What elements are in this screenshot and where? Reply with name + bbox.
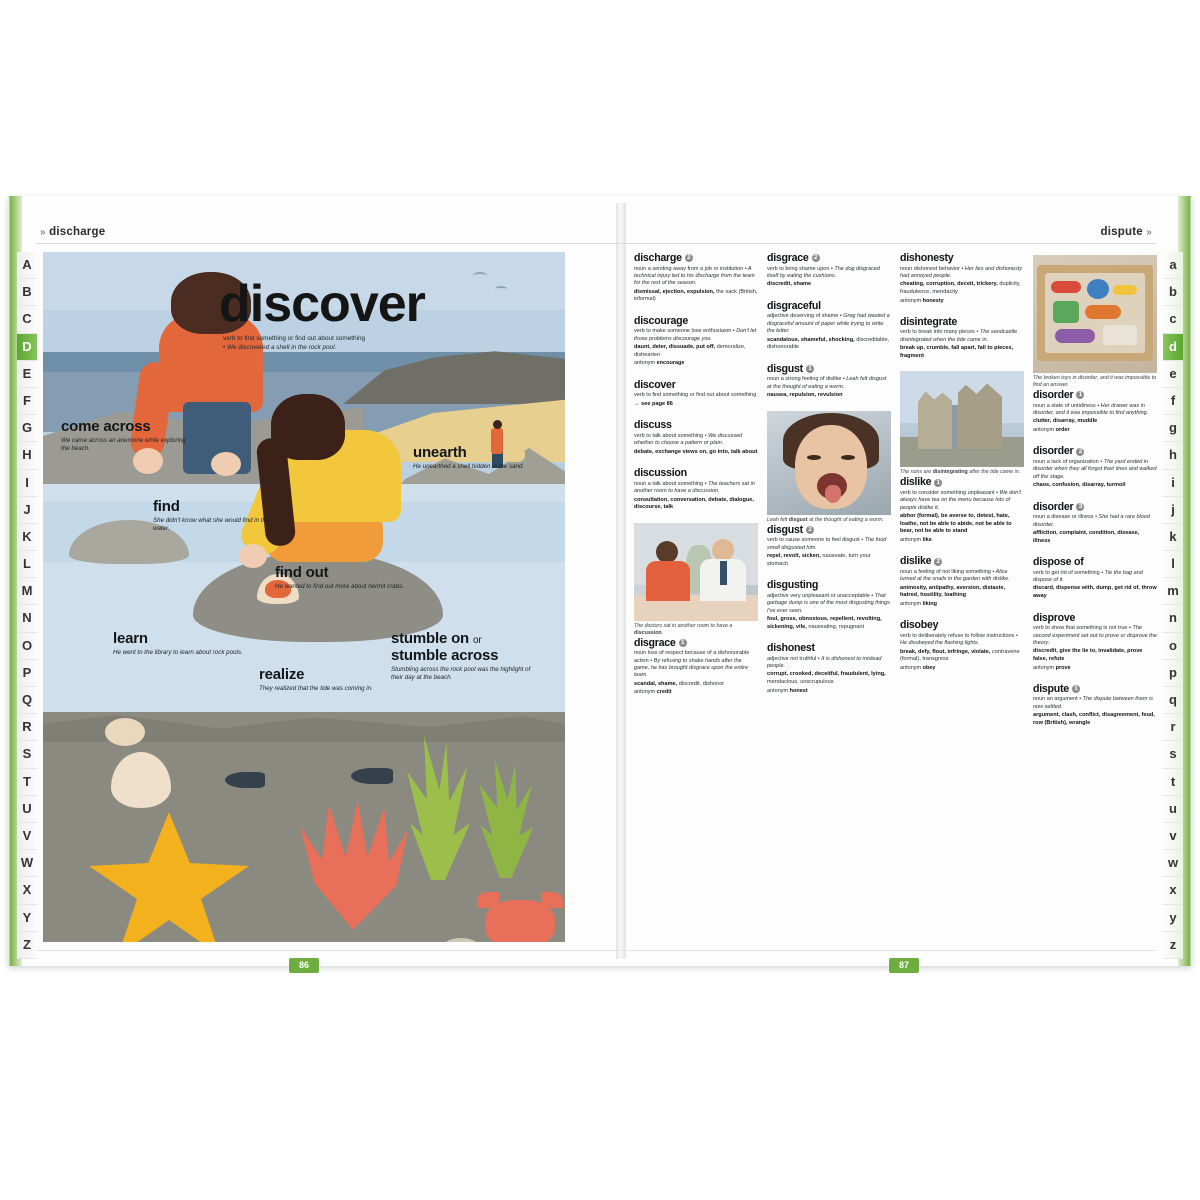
entry-definition: verb to get rid of something • Tie the bag and dispose of it. [1033,569,1143,584]
entry-sense-number: 2 [1076,448,1084,456]
illustration-label [153,498,283,534]
entry-synonyms: nausea, repulsion, revulsion [767,392,843,399]
entry-antonym-word: honest [789,687,808,694]
illustration-label-description: He went to the library to learn about rock pools. [113,649,243,656]
photo-caption: The broken toys in disorder, and it was impossible to find an answer. [1033,375,1157,388]
alphabet-index-left[interactable] [17,252,37,959]
index-tab-v[interactable]: v [1163,823,1183,850]
photo-caption-keyword: disgust [788,516,808,523]
entry-synonyms: daunt, deter, dissuade, put off, demoralize, dishearten [634,344,746,358]
entry-definition: verb to break into many pieces • The sandcastle disintegrated when the tide came in. [900,329,1018,343]
entry-headword: discussion [634,467,687,480]
entry-sense-number: 1 [1076,391,1084,399]
entry-antonym-word: like [922,536,932,543]
thesaurus-entry [634,467,758,512]
illustration-label-description: We came across an anemone while exploring the beach. [61,437,186,453]
entry-synonyms-secondary: demoralize, dishearten [634,344,746,358]
index-tab-e[interactable]: e [1163,361,1183,388]
entry-definition: verb to cause someone to feel disgust • The food smell disgusted him. [767,537,887,551]
entry-part-of-speech: verb [634,328,647,335]
entry-synonyms-secondary: the sack (British, informal) [634,288,758,303]
entry-antonym: antonym order [1033,426,1070,433]
index-tab-C[interactable]: C [17,306,37,333]
entry-part-of-speech: noun [1033,402,1047,409]
entry-sense-number: 1 [679,639,687,647]
entry-headword: disgust 2 [767,524,891,536]
photo-caption-keyword: discussion [634,629,662,636]
child-two-hair [271,394,345,460]
photo-caption-keyword: disintegrating [932,469,968,476]
illustration-label-conjunction: or [472,635,482,646]
thesaurus-entry [634,379,758,409]
fish [225,772,265,788]
entry-example: • The dog disgraced itself by eating the cushions. [767,265,880,279]
discover-illustration [43,252,565,942]
index-tab-H[interactable]: H [17,442,37,469]
entry-antonym: antonym credit [634,689,672,696]
illustration-example: We discovered a shell in the rock pool. [227,344,337,351]
illustration-label-word: learn [113,630,148,647]
entry-part-of-speech: verb [900,489,913,496]
entry-sense-number: 3 [1076,503,1084,511]
illustration-label [113,630,243,657]
entry-part-of-speech: noun [1033,458,1047,465]
entry-synonyms: scandalous, shameful, shocking, discreditable, dishonorable [767,336,890,351]
entry-part-of-speech: verb [900,329,913,336]
entry-headword: dislike 1 [900,476,1024,488]
entry-headword: discourage [634,314,689,327]
entry-headword: disgraceful [767,299,821,312]
entry-synonyms: foul, gross, obnoxious, repellent, revolting, sickening, vile, nauseating, repugnant [767,615,882,630]
entry-part-of-speech: noun [634,650,648,657]
thesaurus-entry [1033,501,1157,546]
entry-definition: verb to deliberately refuse to follow instructions • He disobeyed the flashing lights. [900,632,1018,647]
entry-part-of-speech: noun [1033,696,1047,703]
entry-synonyms-secondary: duplicity, fraudulence, mendacity [900,281,1021,295]
illustration-label [391,630,537,683]
index-tab-A[interactable]: A [17,252,37,279]
thesaurus-entry [634,315,758,368]
chevron-left-icon: » [40,227,46,238]
illustration-label-description: He unearthed a shell hidden in the sand. [413,463,525,470]
entry-definition: noun a talk about something • The teachers sat in another room to have a discussion. [634,480,755,495]
illustration-label [275,564,405,591]
index-tab-j[interactable]: j [1163,497,1183,524]
entry-example: • We discussed whether to choose a pattern or plain. [634,432,743,447]
thesaurus-column [634,252,758,944]
entry-antonym-word: order [1055,426,1070,433]
illustration-label-description: She didn't know what she would find in the water. [153,517,270,533]
index-tab-N[interactable]: N [17,605,37,632]
entry-definition: adjective very unpleasant or unacceptable • That garbage dump is one of the most disgusting things I've ever seen. [767,592,890,614]
index-tab-u[interactable]: u [1163,796,1183,823]
index-tab-r[interactable]: r [1163,714,1183,741]
photo-caption: Leah felt disgust at the thought of eating a worm. [767,516,884,523]
index-tab-T[interactable]: T [17,769,37,796]
index-tab-P[interactable]: P [17,660,37,687]
footer-divider [36,950,1156,951]
entry-synonyms: abhor (formal), be averse to, detest, hate, loathe, not be able to abide, not be able to bear, not be able to stand [900,513,1012,535]
entry-synonyms: consultation, conversation, debate, dialogue, discourse, talk [634,496,754,511]
entry-headword: dishonesty [900,252,954,264]
illustration-label [61,418,191,454]
index-tab-b[interactable]: b [1163,279,1183,306]
illustration-title: discover [219,275,425,333]
index-tab-t[interactable]: t [1163,769,1183,796]
bullet-icon: • [223,344,228,351]
index-tab-w[interactable]: w [1163,850,1183,877]
entry-part-of-speech: verb [767,265,780,272]
index-tab-a[interactable]: a [1163,252,1183,279]
entry-example: • Greg had wasted a disgraceful amount of paper while trying to write the letter. [767,313,890,335]
entry-example: • The dispute between them is now settled. [1033,696,1153,710]
entry-antonym: antonym prove [1033,664,1071,671]
entry-photo-ruined-stone-wall [900,371,1024,476]
entry-example: • He disobeyed the flashing lights. [900,632,1018,647]
illustration-definition [223,334,433,352]
entry-headword: disprove [1033,611,1076,624]
entry-headword: disgust 1 [767,363,891,375]
entry-antonym-word: prove [1055,664,1071,671]
index-tab-G[interactable]: G [17,415,37,442]
entry-definition: noun a state of untidiness • Her drawer was in disorder, and it was impossible to find anything. [1033,402,1149,416]
thesaurus-entry [1033,612,1157,672]
thesaurus-entry [900,316,1024,361]
entry-headword: disgrace 1 [634,637,758,649]
bird-icon [495,286,507,292]
illustration-label-description: They realized that the tide was coming in. [259,685,373,692]
entry-synonyms: affliction, complaint, condition, disease, illness [1033,529,1140,544]
thesaurus-entry [634,637,758,697]
thesaurus-entry [1033,556,1157,601]
entry-antonym: antonym honest [767,687,808,694]
entry-synonyms: animosity, antipathy, aversion, distaste, hatred, hostility, loathing [900,584,1006,599]
entry-example: • She had a rare blood disorder. [1033,514,1150,528]
index-tab-M[interactable]: M [17,578,37,605]
entry-antonym: antonym encourage [634,360,685,367]
index-tab-g[interactable]: g [1163,415,1183,442]
index-tab-o[interactable]: o [1163,633,1183,660]
thesaurus-entry [634,252,758,304]
entry-photo-toy-box-in-disorder [1033,255,1157,389]
index-tab-X[interactable]: X [17,877,37,904]
illustration-definition-text: verb to find something or find out about something [223,335,366,342]
index-tab-y[interactable]: y [1163,905,1183,932]
index-tab-x[interactable]: x [1163,877,1183,904]
entry-antonym-word: obey [922,664,936,671]
index-tab-V[interactable]: V [17,823,37,850]
running-head-left [40,226,105,238]
entry-synonyms: break, defy, flout, infringe, violate, contravene (formal), transgress [900,648,1020,663]
entry-part-of-speech: verb [634,392,647,399]
entry-part-of-speech: noun [1033,514,1047,521]
entry-example: • That garbage dump is one of the most disgusting things I've ever seen. [767,592,890,614]
thesaurus-entry [634,419,758,456]
entry-synonyms: discredit, give the lie to, invalidate, prove false, refute [1033,648,1143,662]
photo-caption: The doctors sat in another room to have a discussion. [634,622,733,636]
entry-headword: disorder 2 [1033,445,1157,457]
thesaurus-column [900,252,1024,944]
entry-antonym-word: liking [922,600,937,607]
entry-antonym: antonym liking [900,600,937,607]
entry-definition: noun a sending away from a job or institution • A technical injury led to his discharge from the team for the rest of the season. [634,265,755,287]
thesaurus-columns [634,252,1158,944]
entry-part-of-speech: verb [1033,569,1046,576]
entry-synonyms-secondary: contravene (formal), transgress [900,648,1020,663]
entry-example: • Tie the bag and dispose of it. [1033,569,1143,584]
entry-headword: discharge 2 [634,252,758,264]
index-tab-p[interactable]: p [1163,660,1183,687]
entry-part-of-speech: verb [900,632,913,639]
index-tab-i[interactable]: i [1163,470,1183,497]
index-tab-F[interactable]: F [17,388,37,415]
entry-example: • Leah felt disgust at the thought of eating a worm. [767,376,887,390]
index-tab-W[interactable]: W [17,850,37,877]
entry-synonyms: scandal, shame, discredit, dishonor [634,680,725,687]
index-tab-k[interactable]: k [1163,524,1183,551]
index-tab-s[interactable]: s [1163,741,1183,768]
entry-photo-girl-pulling-disgusted-face [767,411,891,524]
entry-headword: disgrace 2 [767,252,891,264]
entry-part-of-speech: noun [900,265,914,272]
entry-headword: disorder 1 [1033,389,1157,401]
index-tab-n[interactable]: n [1163,605,1183,632]
entry-example: • The second experiment set out to prove or disprove the theory. [1033,625,1157,646]
illustration-label [259,666,389,693]
entry-example: • The sandcastle disintegrated when the tide came in. [900,329,1018,343]
distant-child-head [493,420,502,429]
entry-definition: noun a strong feeling of dislike • Leah felt disgust at the thought of eating a worm. [767,376,887,390]
entry-headword: dishonest [767,642,815,655]
photo-caption: The ruins are disintegrating after the tide came in. [900,469,1021,476]
thesaurus-entry [1033,389,1157,434]
entry-sense-number: 1 [934,479,942,487]
index-tab-f[interactable]: f [1163,388,1183,415]
illustration-label-word: come across [61,418,151,435]
entry-example: • The food smell disgusted him. [767,537,887,551]
entry-synonyms: discredit, shame [767,281,812,288]
thesaurus-entry [767,363,891,400]
sand-shell [105,718,145,746]
entry-synonyms: argument, clash, conflict, disagreement, feud, row (British), wrangle [1033,712,1155,726]
thesaurus-column [1033,252,1157,944]
entry-headword: disobey [900,619,939,632]
entry-synonyms-secondary: nauseate, turn your stomach [767,553,871,567]
book-gutter [616,203,626,959]
entry-definition: noun loss of respect because of a dishonorable action • By refusing to shake hands after the game, he has brought disgrace upon the entire team. [634,650,750,679]
entry-synonyms-secondary: mendacious, unscrupulous [767,679,834,686]
entry-cross-reference[interactable]: → see page 86 [634,400,673,407]
index-tab-Z[interactable]: Z [17,932,37,959]
index-tab-d[interactable]: d [1163,334,1183,361]
entry-headword: dispose of [1033,556,1084,569]
running-head-right [1101,226,1152,238]
entry-antonym-word: honesty [922,297,944,304]
entry-definition: noun dishonest behavior • Her lies and dishonesty had annoyed people. [900,265,1023,279]
entry-sense-number: 2 [934,558,942,566]
entry-example: • By refusing to shake hands after the game, he has brought disgrace upon the entire team. [634,657,749,679]
illustration-label [413,444,543,471]
thesaurus-entry [900,252,1024,305]
index-tab-m[interactable]: m [1163,578,1183,605]
thesaurus-entry [900,476,1024,544]
entry-sense-number: 1 [806,365,814,373]
entry-sense-number: 2 [812,254,820,262]
index-tab-q[interactable]: q [1163,687,1183,714]
index-tab-J[interactable]: J [17,497,37,524]
child-one-hand-right [211,452,241,476]
entry-synonyms: debate, exchange views on, go into, talk about [634,448,758,455]
entry-part-of-speech: verb [767,537,780,544]
illustration-label-description: He wanted to find out more about hermit crabs. [275,583,404,590]
page-number-right: 87 [889,958,919,973]
index-tab-Y[interactable]: Y [17,905,37,932]
entry-example: • We don't always have tea on the menu because lots of people dislike it. [900,489,1021,511]
index-tab-I[interactable]: I [17,470,37,497]
entry-definition: verb to make someone lose enthusiasm • Don't let those problems discourage you. [634,328,757,342]
thesaurus-entry [1033,445,1157,489]
index-tab-O[interactable]: O [17,633,37,660]
entry-example: • The teachers sat in another room to have a discussion. [634,480,755,495]
entry-example: • Alice turned at the snails in the garden with dislike. [900,568,1010,583]
entry-synonyms: discard, dispense with, dump, get rid of, throw away [1033,585,1157,600]
entry-example: • Don't let those problems discourage you. [634,328,757,342]
thesaurus-entry [1033,683,1157,728]
entry-synonyms-secondary: discredit, dishonor [677,680,725,687]
entry-synonyms: cheating, corruption, deceit, trickery, duplicity, fraudulence, mendacity [900,281,1021,295]
entry-antonym: antonym honesty [900,297,944,304]
entry-antonym: antonym obey [900,664,936,671]
header-divider [36,243,1156,244]
entry-synonyms: dismissal, ejection, expulsion, the sack (British, informal) [634,288,758,303]
index-tab-U[interactable]: U [17,796,37,823]
index-tab-L[interactable]: L [17,551,37,578]
index-tab-K[interactable]: K [17,524,37,551]
entry-example: • It is dishonest to mislead people. [767,655,882,670]
illustration-label-description: Stumbling across the rock pool was the highlight of their day at the beach. [391,666,531,682]
thesaurus-entry [767,642,891,695]
entry-headword: disorder 3 [1033,501,1157,513]
entry-sense-number: 1 [1072,685,1080,693]
illustration-label-word: find out [275,564,329,581]
entry-definition: noun a feeling of not liking something • Alice turned at the snails in the garden with dislike. [900,568,1010,583]
entry-part-of-speech: noun [767,376,781,383]
child-two-hand [239,544,267,568]
entry-synonyms: clutter, disarray, muddle [1033,418,1098,425]
entry-headword: dislike 2 [900,555,1024,567]
entry-part-of-speech: adjective [767,592,791,599]
entry-definition: verb to talk about something • We discussed whether to choose a pattern or plain. [634,432,743,447]
entry-synonyms: corrupt, crooked, deceitful, fraudulent, lying, mendacious, unscrupulous [767,671,886,686]
entry-photo-doctor-consultation [634,523,758,637]
thesaurus-entry [900,619,1024,672]
index-tab-z[interactable]: z [1163,932,1183,959]
entry-part-of-speech: adjective [767,313,791,320]
chevron-right-icon: » [1146,227,1152,238]
index-tab-B[interactable]: B [17,279,37,306]
entry-example: • The yard ended in disorder when they all forgot their lines and walked off the stage. [1033,458,1157,480]
entry-sense-number: 2 [806,526,814,534]
entry-synonyms-secondary: discreditable, dishonorable [767,336,890,351]
entry-definition: adjective not truthful • It is dishonest to mislead people. [767,655,882,670]
fish [351,768,393,784]
illustration-label-word: find [153,498,180,515]
entry-definition: adjective deserving of shame • Greg had wasted a disgraceful amount of paper while trying to write the letter. [767,313,890,335]
entry-headword: discover [634,378,676,391]
index-tab-Q[interactable]: Q [17,687,37,714]
index-tab-S[interactable]: S [17,741,37,768]
thesaurus-column [767,252,891,944]
entry-synonyms-secondary: nauseating, repugnant [806,623,865,630]
entry-definition: noun an argument • The dispute between them is now settled. [1033,696,1153,710]
entry-definition: noun a disease or illness • She had a rare blood disorder. [1033,514,1150,528]
entry-part-of-speech: verb [634,432,647,439]
running-head-right-word: dispute [1100,226,1143,238]
index-tab-R[interactable]: R [17,714,37,741]
entry-headword: disgusting [767,579,819,592]
entry-part-of-speech: adjective [767,655,791,662]
entry-synonyms: break up, crumble, fall apart, fall to pieces, fragment [900,345,1014,359]
entry-headword: discuss [634,419,672,432]
entry-definition: verb to consider something unpleasant • We don't always have tea on the menu because lots of people dislike it. [900,489,1021,511]
entry-example: • Her drawer was in disorder, and it was impossible to find anything. [1033,402,1149,416]
illustration-label-word: realize [259,666,305,683]
entry-example: • A technical injury led to his discharge from the team for the rest of the season. [634,265,755,287]
entry-definition: verb to show that something is not true • The second experiment set out to prove or disprove the theory. [1033,625,1157,646]
entry-synonyms: repel, revolt, sicken, nauseate, turn your stomach [767,553,871,567]
entry-part-of-speech: noun [900,568,914,575]
entry-sense-number: 2 [685,254,693,262]
bird-icon [473,272,487,279]
entry-antonym: antonym like [900,536,932,543]
entry-headword: disintegrate [900,315,958,328]
thesaurus-entry [767,300,891,352]
entry-definition: noun a lack of organization • The yard ended in disorder when they all forgot their lines and walked off the stage. [1033,458,1157,480]
index-tab-c[interactable]: c [1163,306,1183,333]
entry-part-of-speech: noun [634,480,648,487]
illustration-label-word: unearth [413,444,467,461]
index-tab-l[interactable]: l [1163,551,1183,578]
index-tab-h[interactable]: h [1163,442,1183,469]
entry-definition: verb to find something or find out about something [634,392,757,399]
entry-part-of-speech: verb [1033,625,1046,632]
entry-part-of-speech: noun [634,265,648,272]
entry-headword: dispute 1 [1033,683,1157,695]
entry-synonyms: chaos, confusion, disarray, turmoil [1033,482,1126,489]
index-tab-D[interactable]: D [17,334,37,361]
thesaurus-entry [767,252,891,289]
thesaurus-entry [900,555,1024,608]
thesaurus-entry [767,579,891,631]
crab [485,900,555,942]
entry-antonym-word: encourage [656,360,685,367]
entry-definition: verb to bring shame upon • The dog disgraced itself by eating the cushions. [767,265,880,279]
alphabet-index-right[interactable] [1163,252,1183,959]
entry-antonym-word: credit [656,689,672,696]
thesaurus-entry [767,524,891,569]
illustration-label-word: stumble on or stumble across [391,630,499,664]
page-number-left: 86 [289,958,319,973]
running-head-left-word: discharge [49,226,106,238]
index-tab-E[interactable]: E [17,361,37,388]
entry-example: • Her lies and dishonesty had annoyed people. [900,265,1023,279]
